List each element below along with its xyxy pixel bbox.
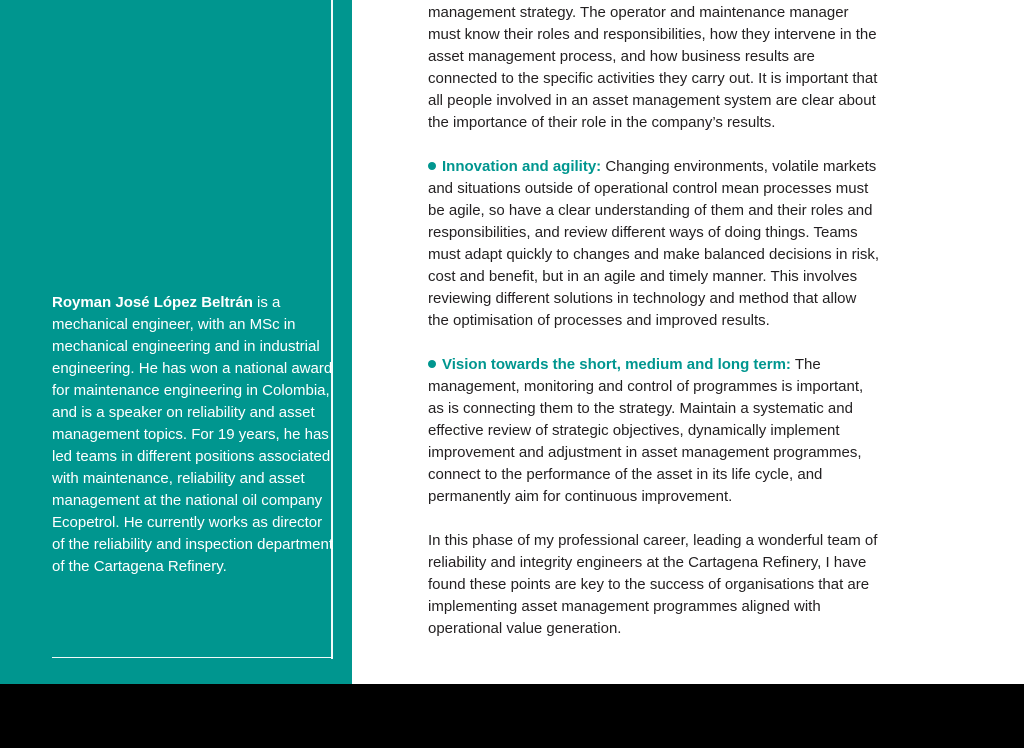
- bio-divider-rule: [52, 657, 333, 658]
- bullet-heading: Vision towards the short, medium and long term:: [442, 356, 791, 373]
- bullet-dot-icon: [428, 360, 436, 368]
- footer-bar: [0, 684, 1024, 748]
- article-closing-paragraph: In this phase of my professional career, leading a wonderful team of reliability and integrity engineers at the Cartagena Refinery, I have found these points are key to the success of organisations that are implementing asset management programmes aligned with operational value generation.: [428, 532, 878, 637]
- bullet-text: Changing environments, volatile markets and situations outside of operational control mean processes must be agile, so have a clear understanding of them and their roles and responsibilities, and review different ways of doing things. Teams must adapt quickly to changes and make balanced decisions in risk, cost and benefit, but in an agile and timely manner. This involves reviewing different solutions in technology and method that allow the optimisation of processes and improved results.: [428, 158, 880, 329]
- author-bio-sidebar: [0, 0, 352, 684]
- author-name: Royman José López Beltrán: [52, 294, 253, 311]
- article-body: [428, 2, 880, 662]
- author-bio: [52, 292, 333, 578]
- author-bio-text: is a mechanical engineer, with an MSc in mechanical engineering and in industrial engineering. He has won a national award for maintenance engineering in Colombia, and is a speaker on reliability and asset management topics. For 19 years, he has led teams in different positions associated with maintenance, reliability and asset management at the national oil company Ecopetrol. He currently works as director of the reliability and inspection department of the Cartagena Refinery.: [52, 294, 334, 575]
- bullet-paragraph: [428, 354, 880, 508]
- bullet-dot-icon: [428, 162, 436, 170]
- author-bio-paragraph: [52, 292, 333, 578]
- bullet-paragraph: [428, 156, 880, 332]
- bullet-heading: Innovation and agility:: [442, 158, 602, 175]
- bullet-text: The management, monitoring and control of programmes is important, as is connecting them to the strategy. Maintain a systematic and effective review of strategic objectives, dynamically implement improvement and adjustment in asset management programmes, connect to the performance of the asset in its life cycle, and permanently aim for continuous improvement.: [428, 356, 864, 505]
- article-paragraph: management strategy. The operator and maintenance manager must know their roles and responsibilities, how they intervene in the asset management process, and how business results are connected to the specific activities they carry out. It is important that all people involved in an asset management system are clear about the importance of their role in the company’s results.: [428, 4, 878, 131]
